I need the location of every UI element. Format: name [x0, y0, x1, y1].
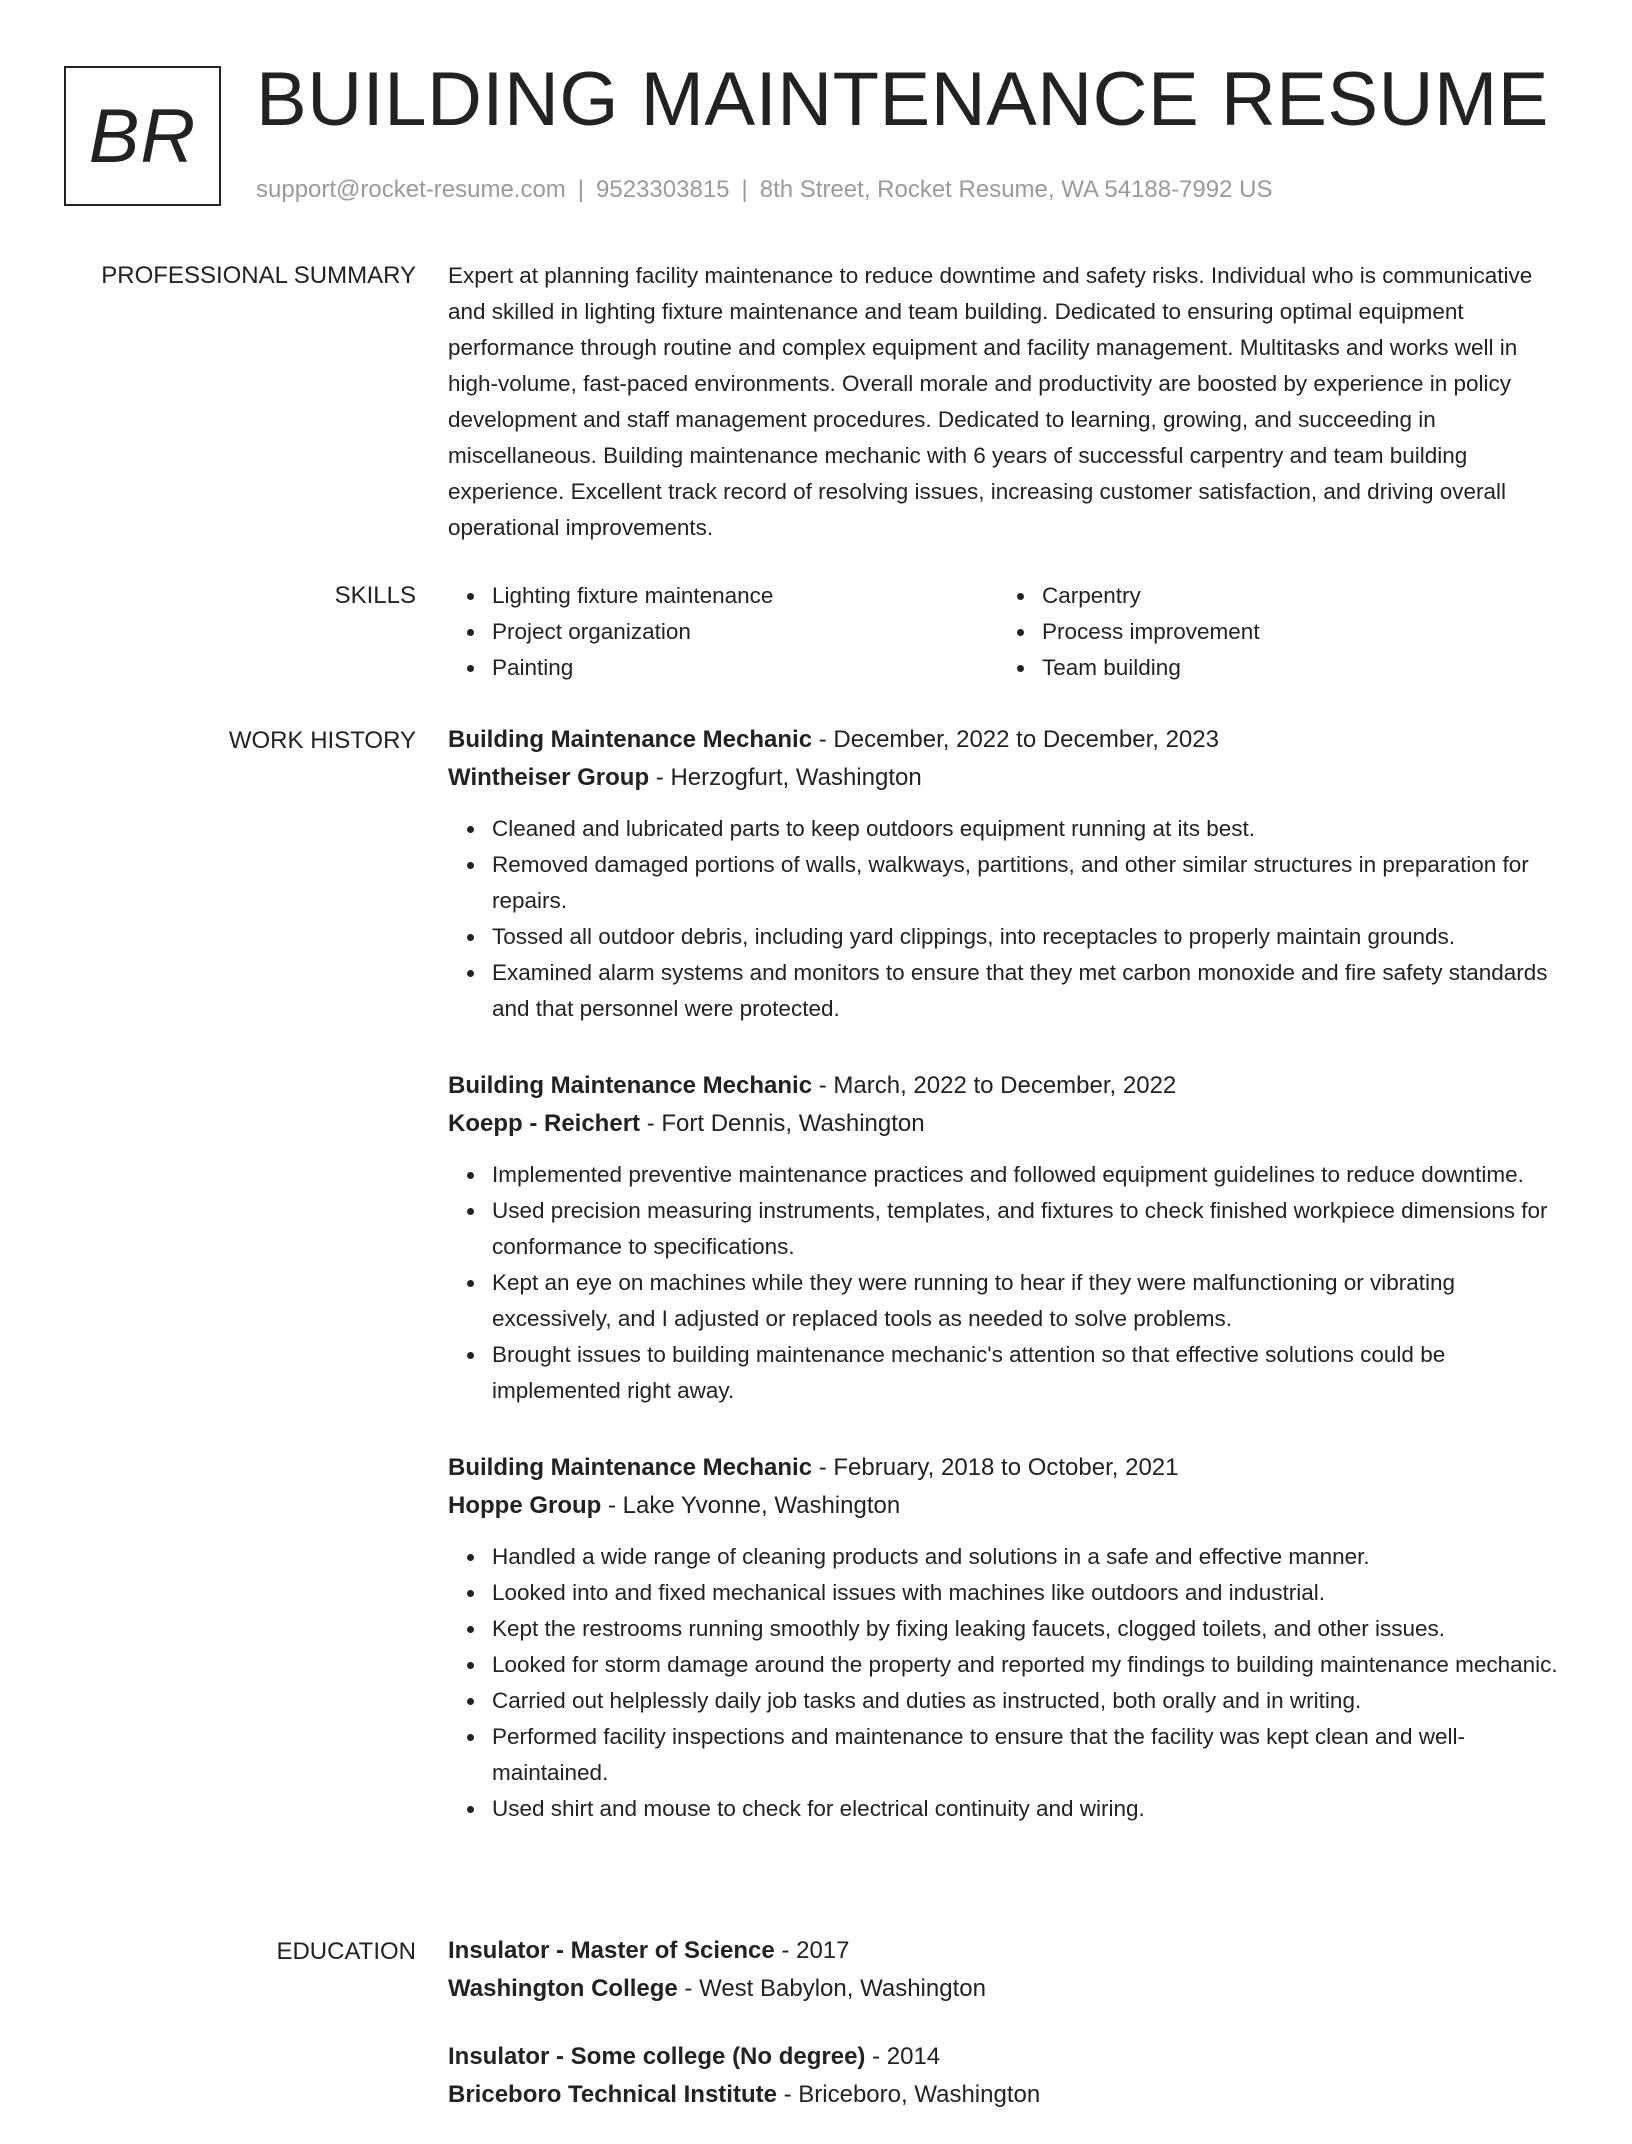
- job-duty: Examined alarm systems and monitors to ensure that they met carbon monoxide and fire safety standards and that personnel were protected.: [492, 955, 1568, 1027]
- job-dates: - December, 2022 to December, 2023: [812, 726, 1219, 753]
- job-location: - Herzogfurt, Washington: [649, 764, 922, 791]
- education-school-line: [448, 1970, 1568, 2008]
- job-duties-list: [448, 811, 1568, 1027]
- education-school: Briceboro Technical Institute: [448, 2081, 777, 2108]
- job-duty: Cleaned and lubricated parts to keep outdoors equipment running at its best.: [492, 811, 1568, 847]
- skills-grid: [448, 578, 1568, 686]
- job-title: Building Maintenance Mechanic: [448, 1072, 813, 1099]
- skills-list-left: [448, 578, 998, 686]
- work-history-body: [448, 721, 1568, 1867]
- education-degree-line: [448, 1932, 1568, 1970]
- skill-item: Painting: [492, 650, 998, 686]
- job-duty: Tossed all outdoor debris, including yard clippings, into receptacles to properly maintain grounds.: [492, 919, 1568, 955]
- job-duty: Removed damaged portions of walls, walkways, partitions, and other similar structures in preparation for repairs.: [492, 847, 1568, 919]
- job-duty: Used precision measuring instruments, templates, and fixtures to check finished workpiece dimensions for conformance to specifications.: [492, 1193, 1568, 1265]
- job-duty: Performed facility inspections and maintenance to ensure that the facility was kept clean and well-maintained.: [492, 1719, 1568, 1791]
- job-title: Building Maintenance Mechanic: [448, 1454, 813, 1481]
- job-company-line: [448, 1105, 1568, 1143]
- monogram-initials: BR: [88, 93, 197, 179]
- job-entry: [448, 721, 1568, 1027]
- job-title-line: [448, 1067, 1568, 1105]
- contact-separator: |: [577, 176, 585, 203]
- job-entry: [448, 1449, 1568, 1827]
- education-year: - 2014: [865, 2043, 941, 2070]
- skill-item: Process improvement: [1042, 614, 1548, 650]
- education-entry: [448, 1932, 1568, 2008]
- job-duty: Handled a wide range of cleaning products and solutions in a safe and effective manner.: [492, 1539, 1568, 1575]
- contact-phone: 9523303815: [596, 176, 730, 203]
- job-company-line: [448, 759, 1568, 797]
- resume-title: BUILDING MAINTENANCE RESUME: [256, 57, 1549, 142]
- job-title-line: [448, 1449, 1568, 1487]
- skill-item: Project organization: [492, 614, 998, 650]
- education-degree: Insulator - Master of Science: [448, 1937, 775, 1964]
- job-dates: - February, 2018 to October, 2021: [812, 1454, 1179, 1481]
- job-location: - Fort Dennis, Washington: [640, 1110, 925, 1137]
- education-year: - 2017: [774, 1937, 850, 1964]
- job-company: Wintheiser Group: [448, 764, 650, 791]
- job-company-line: [448, 1487, 1568, 1525]
- section-label-summary: PROFESSIONAL SUMMARY: [101, 262, 416, 289]
- contact-separator: |: [741, 176, 748, 203]
- education-body: [448, 1932, 1568, 2144]
- job-duty: Looked for storm damage around the property and reported my findings to building maintenance mechanic.: [492, 1647, 1568, 1683]
- education-degree-line: [448, 2038, 1568, 2076]
- skill-item: Carpentry: [1042, 578, 1548, 614]
- section-label-education: EDUCATION: [276, 1938, 416, 1965]
- monogram-badge: [64, 66, 221, 206]
- job-entry: [448, 1067, 1568, 1409]
- education-location: - Briceboro, Washington: [776, 2081, 1041, 2108]
- job-duty: Carried out helplessly daily job tasks and duties as instructed, both orally and in writing.: [492, 1683, 1568, 1719]
- job-title-line: [448, 721, 1568, 759]
- contact-line: [256, 176, 1272, 204]
- job-location: - Lake Yvonne, Washington: [601, 1492, 901, 1519]
- job-duty: Implemented preventive maintenance practices and followed equipment guidelines to reduce downtime.: [492, 1157, 1568, 1193]
- job-dates: - March, 2022 to December, 2022: [812, 1072, 1177, 1099]
- education-school: Washington College: [448, 1975, 678, 2002]
- skill-item: Team building: [1042, 650, 1548, 686]
- job-company: Koepp - Reichert: [448, 1110, 641, 1137]
- job-duty: Kept the restrooms running smoothly by fixing leaking faucets, clogged toilets, and other issues.: [492, 1611, 1568, 1647]
- education-location: - West Babylon, Washington: [677, 1975, 986, 2002]
- job-duty: Looked into and fixed mechanical issues with machines like outdoors and industrial.: [492, 1575, 1568, 1611]
- contact-email: support@rocket-resume.com: [256, 176, 566, 203]
- job-duties-list: [448, 1539, 1568, 1827]
- section-label-skills: SKILLS: [334, 582, 416, 609]
- section-label-work-history: WORK HISTORY: [228, 727, 416, 754]
- education-degree: Insulator - Some college (No degree): [448, 2043, 866, 2070]
- job-company: Hoppe Group: [448, 1492, 602, 1519]
- job-duty: Used shirt and mouse to check for electrical continuity and wiring.: [492, 1791, 1568, 1827]
- job-duties-list: [448, 1157, 1568, 1409]
- education-entry: [448, 2038, 1568, 2114]
- education-school-line: [448, 2076, 1568, 2114]
- job-duty: Brought issues to building maintenance mechanic's attention so that effective solutions could be implemented right away.: [492, 1337, 1568, 1409]
- skill-item: Lighting fixture maintenance: [492, 578, 998, 614]
- summary-body: [448, 258, 1568, 546]
- summary-text: Expert at planning facility maintenance to reduce downtime and safety risks. Individual who is communicative and skilled in lighting fixture maintenance and team building. Dedicated to ensuring optimal equipment performance through routine and complex equipment and facility management. Multitasks and works well in high-volume, fast-paced environments. Overall morale and productivity are boosted by experience in policy development and staff management procedures. Dedicated to learning, growing, and succeeding in miscellaneous. Building maintenance mechanic with 6 years of successful carpentry and team building experience. Excellent track record of resolving issues, increasing customer satisfaction, and driving overall operational improvements.: [448, 263, 1533, 540]
- job-title: Building Maintenance Mechanic: [448, 726, 813, 753]
- job-duty: Kept an eye on machines while they were running to hear if they were malfunctioning or vibrating excessively, and I adjusted or replaced tools as needed to solve problems.: [492, 1265, 1568, 1337]
- contact-address: 8th Street, Rocket Resume, WA 54188-7992 US: [759, 176, 1273, 203]
- skills-body: [448, 578, 1568, 686]
- skills-list-right: [998, 578, 1548, 686]
